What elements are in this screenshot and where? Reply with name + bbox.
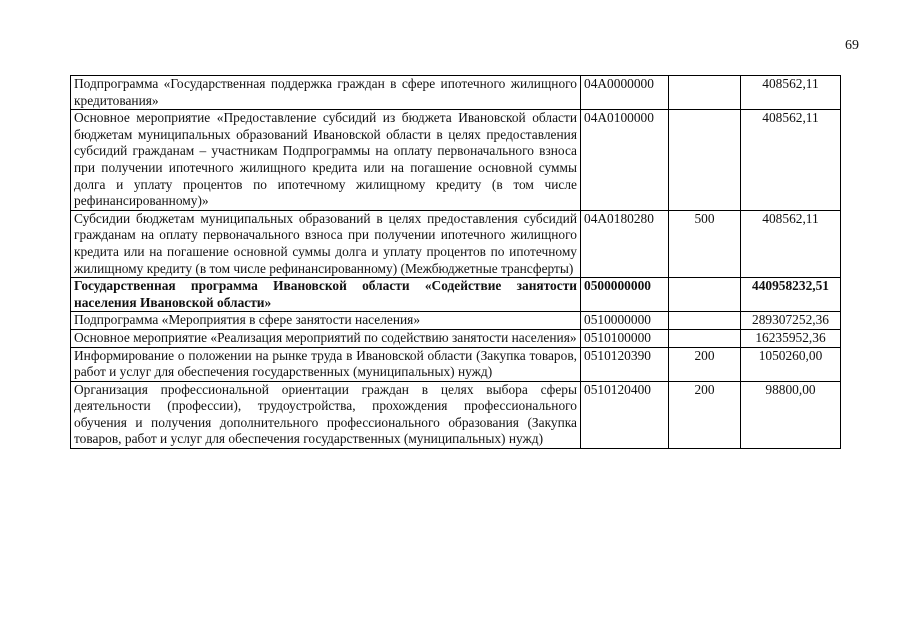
row-sum: 408562,11 bbox=[741, 110, 841, 211]
row-sum: 408562,11 bbox=[741, 76, 841, 110]
row-code: 0510120390 bbox=[581, 347, 669, 381]
row-name: Информирование о положении на рынке труда в Ивановской области (Закупка товаров, работ и услуг для обеспечения государственных (муниципальных) нужд) bbox=[71, 347, 581, 381]
row-name: Подпрограмма «Мероприятия в сфере занятости населения» bbox=[71, 312, 581, 330]
row-name: Основное мероприятие «Предоставление субсидий из бюджета Ивановской области бюджетам муниципальных образований Ивановской области в целях предоставления субсидий гражданам – участникам Подпрограммы на оплату первоначального взноса при получении ипотечного жилищного кредита или на погашение основной суммы долга и уплату процентов по ипотечному жилищному кредиту (в том числе рефинансированному)» bbox=[71, 110, 581, 211]
row-name: Государственная программа Ивановской области «Содействие занятости населения Ивановской области» bbox=[71, 278, 581, 312]
table-row bbox=[71, 210, 841, 277]
row-code: 0510100000 bbox=[581, 329, 669, 347]
row-code: 04А0100000 bbox=[581, 110, 669, 211]
row-sum: 289307252,36 bbox=[741, 312, 841, 330]
row-expense-type: 500 bbox=[669, 210, 741, 277]
row-code: 0500000000 bbox=[581, 278, 669, 312]
table-row bbox=[71, 312, 841, 330]
row-sum: 440958232,51 bbox=[741, 278, 841, 312]
table-row bbox=[71, 347, 841, 381]
row-sum: 1050260,00 bbox=[741, 347, 841, 381]
row-expense-type: 200 bbox=[669, 381, 741, 448]
table-row bbox=[71, 110, 841, 211]
page-number: 69 bbox=[845, 38, 859, 53]
table-row bbox=[71, 76, 841, 110]
row-name: Подпрограмма «Государственная поддержка граждан в сфере ипотечного жилищного кредитования» bbox=[71, 76, 581, 110]
row-name: Субсидии бюджетам муниципальных образований в целях предоставления субсидий гражданам на оплату первоначального взноса при получении ипотечного жилищного кредита или на погашение основной суммы долга и уплату процентов по ипотечному жилищному кредиту (в том числе рефинансированному) (Межбюджетные трансферты) bbox=[71, 210, 581, 277]
row-sum: 98800,00 bbox=[741, 381, 841, 448]
row-name: Организация профессиональной ориентации граждан в целях выбора сферы деятельности (профессии), трудоустройства, прохождения профессионального обучения и получения дополнительного профессионального образования (Закупка товаров, работ и услуг для обеспечения государственных (муниципальных) нужд) bbox=[71, 381, 581, 448]
row-expense-type bbox=[669, 312, 741, 330]
row-expense-type bbox=[669, 110, 741, 211]
table-row bbox=[71, 329, 841, 347]
row-code: 0510000000 bbox=[581, 312, 669, 330]
budget-table bbox=[70, 75, 841, 449]
table-row bbox=[71, 278, 841, 312]
row-name: Основное мероприятие «Реализация мероприятий по содействию занятости населения» bbox=[71, 329, 581, 347]
row-sum: 16235952,36 bbox=[741, 329, 841, 347]
row-code: 04А0180280 bbox=[581, 210, 669, 277]
row-code: 0510120400 bbox=[581, 381, 669, 448]
row-code: 04А0000000 bbox=[581, 76, 669, 110]
row-expense-type: 200 bbox=[669, 347, 741, 381]
table-row bbox=[71, 381, 841, 448]
row-expense-type bbox=[669, 76, 741, 110]
row-expense-type bbox=[669, 278, 741, 312]
row-sum: 408562,11 bbox=[741, 210, 841, 277]
row-expense-type bbox=[669, 329, 741, 347]
